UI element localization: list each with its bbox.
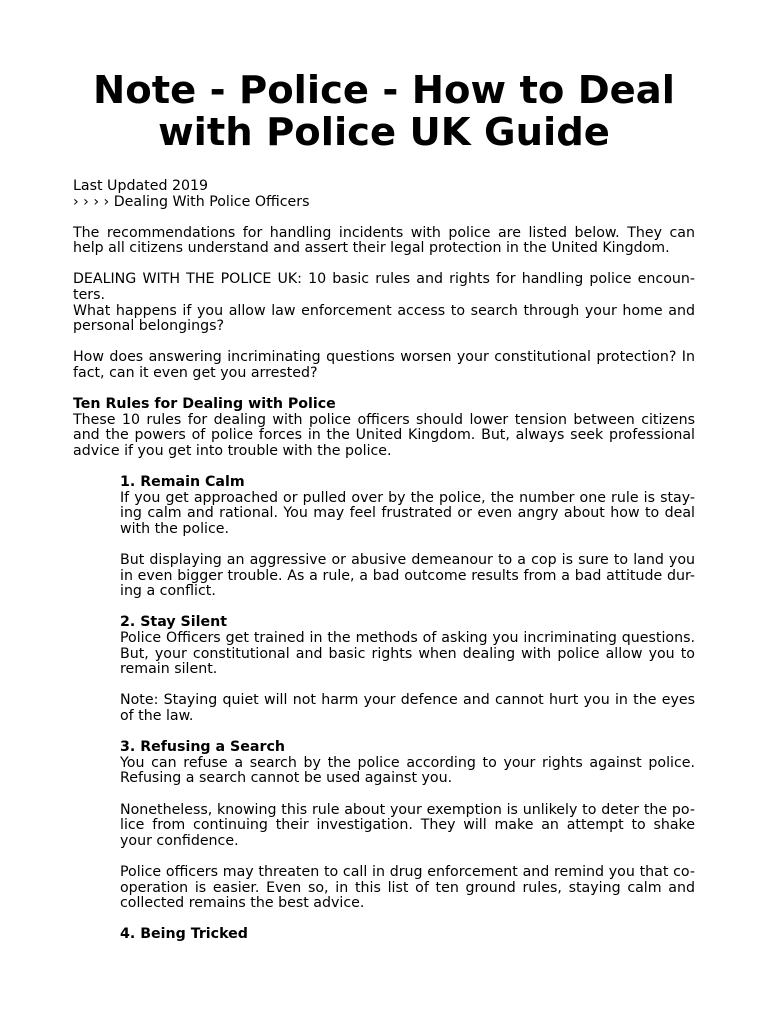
intro-paragraph: The recommendations for handling incidents with police are listed below. They can help all citizens understand and assert their legal protection in the United Kingdom.	[73, 224, 695, 257]
rule-paragraph: Nonetheless, knowing this rule about your exemption is unlikely to deter the po-lice from continuing their investigation. They will make an attempt to shake your confidence.	[120, 801, 695, 849]
last-updated: Last Updated 2019	[73, 178, 209, 194]
rules-list	[120, 460, 695, 943]
document-meta	[73, 178, 695, 210]
page-title: Note - Police - How to Deal with Police UK Guide	[93, 68, 675, 155]
rule-heading: 3. Refusing a Search	[120, 739, 285, 756]
rule-paragraph: Police Officers get trained in the methods of asking you incriminating questions. But, your constitutional and basic rights when dealing with police allow you to remain silent.	[120, 630, 695, 678]
rule-paragraph: If you get approached or pulled over by the police, the number one rule is stay-ing calm and rational. You may feel frustrated or even angry about how to deal with the police.	[120, 489, 695, 537]
breadcrumb: › › › › Dealing With Police Officers	[73, 194, 310, 210]
search-question-paragraph: What happens if you allow law enforcement access to search through your home and personal belongings?	[73, 302, 695, 335]
incriminating-question-paragraph: How does answering incriminating questions worsen your constitutional protection? In fact, can it even get you arrested?	[73, 349, 695, 381]
rule-paragraph: Police officers may threaten to call in drug enforcement and remind you that co-operation is easier. Even so, in this list of ten ground rules, staying calm and collected remains the best advice.	[120, 863, 695, 912]
rule-heading: 2. Stay Silent	[120, 614, 227, 631]
rule-paragraph: You can refuse a search by the police according to your rights against police. Refusing a search cannot be used against you.	[120, 754, 695, 787]
ten-rules-paragraph: These 10 rules for dealing with police officers should lower tension between citizens and the powers of police forces in the United Kingdom. But, always seek professional advice if you get into trouble with the police.	[73, 411, 695, 459]
rule-heading: 1. Remain Calm	[120, 474, 245, 491]
document-page	[73, 70, 695, 943]
rule-paragraph: But displaying an aggressive or abusive demeanour to a cop is sure to land you in even bigger trouble. As a rule, a bad outcome results from a bad attitude dur-ing a conflict.	[120, 552, 695, 600]
rule-heading: 4. Being Tricked	[120, 926, 248, 943]
dealing-paragraph: DEALING WITH THE POLICE UK: 10 basic rules and rights for handling police encoun-ters.	[73, 271, 695, 303]
ten-rules-heading: Ten Rules for Dealing with Police	[73, 396, 336, 413]
rule-paragraph: Note: Staying quiet will not harm your defence and cannot hurt you in the eyes of the law.	[120, 692, 695, 724]
